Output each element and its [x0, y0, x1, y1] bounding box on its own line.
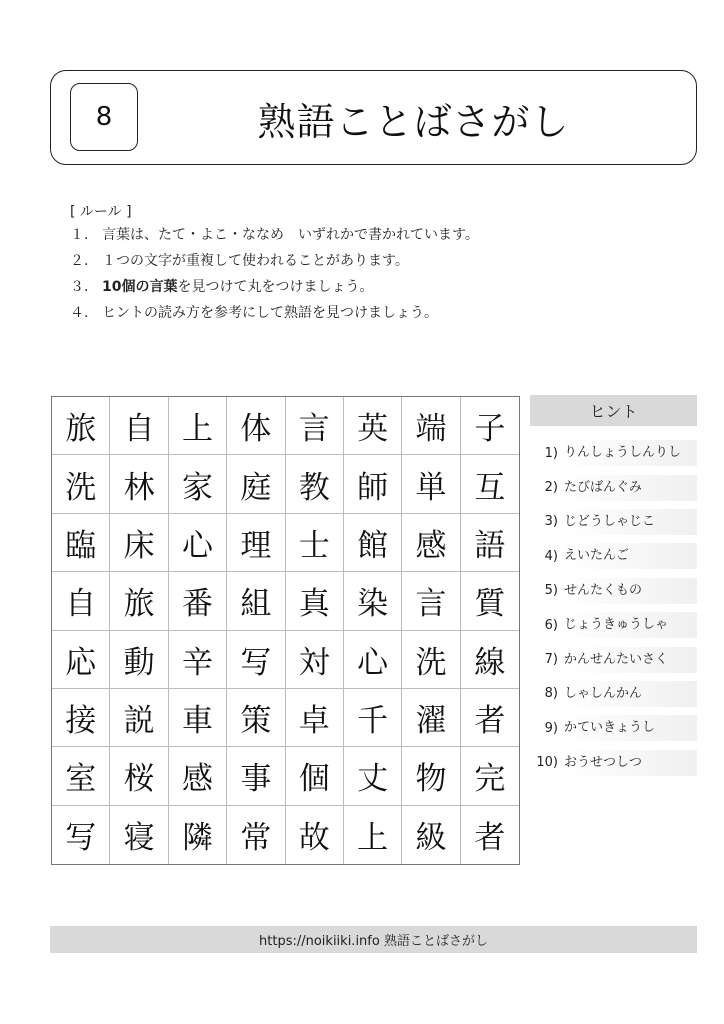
- grid-cell[interactable]: 故: [286, 806, 344, 864]
- hint-item: [530, 574, 697, 608]
- grid-cell[interactable]: 感: [402, 514, 460, 572]
- grid-cell[interactable]: 自: [110, 397, 168, 455]
- rule-index: １.: [70, 227, 89, 243]
- rule-text: 言葉は、たて・よこ・ななめ いずれかで書かれています。: [102, 227, 479, 243]
- grid-cell[interactable]: 応: [52, 631, 110, 689]
- grid-cell[interactable]: 感: [169, 747, 227, 805]
- grid-cell[interactable]: 説: [110, 689, 168, 747]
- title-box: [50, 70, 697, 165]
- footer: https://noikiiki.info 熟語ことばさがし: [50, 926, 697, 953]
- grid-cell[interactable]: 洗: [402, 631, 460, 689]
- grid-cell[interactable]: 理: [227, 514, 285, 572]
- hint-reading: じょうきゅうしゃ: [562, 612, 697, 638]
- hint-item: [530, 436, 697, 470]
- rule-item: [70, 248, 479, 274]
- puzzle-number: 8: [70, 83, 138, 151]
- rule-text-bold: 10個の言葉: [102, 279, 178, 295]
- hint-number: 10): [536, 755, 558, 771]
- hint-reading: せんたくもの: [562, 578, 697, 604]
- hint-number: 7): [544, 652, 558, 668]
- hint-item: [530, 470, 697, 504]
- grid-cell[interactable]: 子: [461, 397, 519, 455]
- hint-item: [530, 711, 697, 745]
- grid-cell[interactable]: 臨: [52, 514, 110, 572]
- rules-list: [70, 222, 479, 326]
- rule-index: ４.: [70, 305, 89, 321]
- hint-number: 5): [544, 583, 558, 599]
- grid-cell[interactable]: 上: [169, 397, 227, 455]
- hint-reading: おうせつしつ: [562, 750, 697, 776]
- hint-item: [530, 539, 697, 573]
- hint-number: 2): [544, 480, 558, 496]
- rule-index: ３.: [70, 279, 89, 295]
- hint-number: 4): [544, 548, 558, 564]
- grid-cell[interactable]: 事: [227, 747, 285, 805]
- hint-title: ヒント: [530, 395, 697, 426]
- rule-item: [70, 274, 479, 300]
- grid-cell[interactable]: 者: [474, 820, 506, 857]
- grid-cell[interactable]: 床: [110, 514, 168, 572]
- grid-cell[interactable]: 上: [344, 806, 402, 864]
- grid-cell[interactable]: 物: [402, 747, 460, 805]
- grid-cell[interactable]: 洗: [52, 455, 110, 513]
- grid-cell[interactable]: 教: [286, 455, 344, 513]
- hint-number: 6): [544, 617, 558, 633]
- grid-cell[interactable]: 接: [52, 689, 110, 747]
- grid-cell[interactable]: 真: [286, 572, 344, 630]
- hint-item: [530, 677, 697, 711]
- grid-cell[interactable]: 室: [52, 747, 110, 805]
- hint-item: [530, 505, 697, 539]
- grid-cell[interactable]: 常: [227, 806, 285, 864]
- grid-cell[interactable]: 写: [52, 806, 110, 864]
- grid-cell[interactable]: 庭: [227, 455, 285, 513]
- grid-cell[interactable]: 師: [344, 455, 402, 513]
- grid-cell[interactable]: 卓: [286, 689, 344, 747]
- hint-reading: かていきょうし: [562, 715, 697, 741]
- hint-list: [530, 436, 697, 780]
- grid-cell[interactable]: 旅: [110, 572, 168, 630]
- rule-text: １つの文字が重複して使われることがあります。: [102, 253, 409, 269]
- grid-cell[interactable]: 隣: [169, 806, 227, 864]
- grid-cell[interactable]: 者: [461, 689, 519, 747]
- hint-reading: たびばんぐみ: [562, 475, 697, 501]
- grid-cell[interactable]: 丈: [344, 747, 402, 805]
- rule-text: を見つけて丸をつけましょう。: [177, 279, 374, 295]
- grid-cell[interactable]: 対: [286, 631, 344, 689]
- rule-item: [70, 222, 479, 248]
- grid-cell[interactable]: 千: [344, 689, 402, 747]
- grid-cell[interactable]: 線: [461, 631, 519, 689]
- grid-cell[interactable]: 旅: [52, 397, 110, 455]
- hint-number: 1): [544, 445, 558, 461]
- grid-cell[interactable]: 級: [402, 806, 460, 864]
- grid-cell[interactable]: 言: [286, 397, 344, 455]
- grid-cell[interactable]: 家: [169, 455, 227, 513]
- rule-text: ヒントの読み方を参考にして熟語を見つけましょう。: [102, 305, 438, 321]
- grid-cell[interactable]: 単: [402, 455, 460, 513]
- grid-cell[interactable]: 心: [344, 631, 402, 689]
- grid-cell[interactable]: 士: [286, 514, 344, 572]
- grid-cell[interactable]: 完: [461, 747, 519, 805]
- page-title: 熟語ことばさがし: [257, 100, 570, 144]
- rules-heading: [ ルール ]: [70, 204, 132, 220]
- grid-cell[interactable]: 染: [344, 572, 402, 630]
- hint-reading: かんせんたいさく: [562, 647, 697, 673]
- hint-item: [530, 608, 697, 642]
- grid-cell[interactable]: 語: [461, 514, 519, 572]
- grid-cell[interactable]: 自: [52, 572, 110, 630]
- rule-index: ２.: [70, 253, 89, 269]
- hint-item: [530, 642, 697, 676]
- grid-cell[interactable]: 番: [169, 572, 227, 630]
- grid-cell[interactable]: 濯: [402, 689, 460, 747]
- hint-number: 8): [544, 686, 558, 702]
- grid-cell[interactable]: 動: [110, 631, 168, 689]
- grid-cell[interactable]: 林: [110, 455, 168, 513]
- hint-reading: しゃしんかん: [562, 681, 697, 707]
- grid-cell[interactable]: 写: [227, 631, 285, 689]
- grid-cell[interactable]: 組: [227, 572, 285, 630]
- grid-cell[interactable]: 端: [402, 397, 460, 455]
- hint-number: 3): [544, 514, 558, 530]
- grid-cell[interactable]: 辛: [169, 631, 227, 689]
- grid-cell[interactable]: 個: [286, 747, 344, 805]
- rules-section: [70, 202, 479, 326]
- hint-item: [530, 746, 697, 780]
- hint-reading: じどうしゃじこ: [562, 509, 697, 535]
- grid-cell[interactable]: 心: [169, 514, 227, 572]
- grid-cell[interactable]: 館: [344, 514, 402, 572]
- grid-cell[interactable]: 策: [227, 689, 285, 747]
- grid-cell[interactable]: 体: [227, 397, 285, 455]
- puzzle-grid: [51, 396, 520, 865]
- grid-cell[interactable]: 車: [169, 689, 227, 747]
- grid-cell[interactable]: 桜: [110, 747, 168, 805]
- hint-reading: りんしょうしんりし: [562, 440, 697, 466]
- hint-reading: えいたんご: [562, 543, 697, 569]
- hint-number: 9): [544, 720, 558, 736]
- grid-cell[interactable]: 質: [461, 572, 519, 630]
- rule-item: [70, 300, 479, 326]
- grid-cell[interactable]: 互: [461, 455, 519, 513]
- grid-cell[interactable]: 英: [344, 397, 402, 455]
- grid-cell[interactable]: 言: [402, 572, 460, 630]
- grid-cell[interactable]: 寝: [110, 806, 168, 864]
